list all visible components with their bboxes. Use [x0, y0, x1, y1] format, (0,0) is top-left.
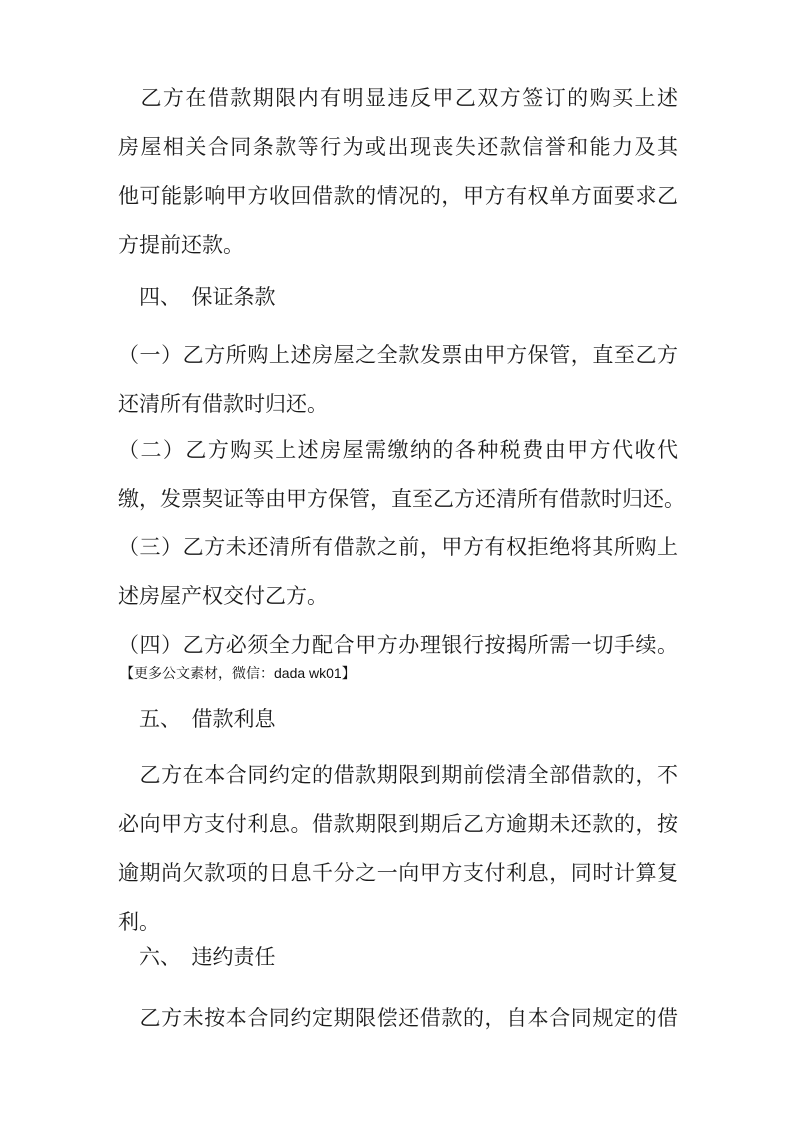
- text-line: 乙方在本合同约定的借款期限到期前偿清全部借款的，不: [118, 763, 678, 787]
- text-line: 乙方在借款期限内有明显违反甲乙双方签订的购买上述: [118, 86, 678, 110]
- section-heading: 五、 借款利息: [118, 707, 276, 731]
- list-item: 述房屋产权交付乙方。: [118, 584, 328, 608]
- text-line: 方提前还款。: [118, 233, 244, 257]
- list-item: 还清所有借款时归还。: [118, 392, 328, 416]
- list-item: （一）乙方所购上述房屋之全款发票由甲方保管，直至乙方: [118, 343, 678, 367]
- text-line: 必向甲方支付利息。借款期限到期后乙方逾期未还款的，按: [118, 812, 678, 836]
- text-line: 乙方未按本合同约定期限偿还借款的，自本合同规定的借: [118, 1006, 678, 1030]
- list-item: （三）乙方未还清所有借款之前，甲方有权拒绝将其所购上: [118, 535, 678, 559]
- text-line: 逾期尚欠款项的日息千分之一向甲方支付利息，同时计算复: [118, 861, 678, 885]
- list-item: （二）乙方购买上述房屋需缴纳的各种税费由甲方代收代: [118, 438, 678, 462]
- list-item: 缴，发票契证等由甲方保管，直至乙方还清所有借款时归还。: [118, 487, 685, 511]
- section-heading: 四、 保证条款: [118, 285, 276, 309]
- text-line: 他可能影响甲方收回借款的情况的，甲方有权单方面要求乙: [118, 184, 678, 208]
- list-item: （四）乙方必须全力配合甲方办理银行按揭所需一切手续。: [118, 633, 678, 657]
- text-line: 利。: [118, 910, 160, 934]
- section-heading: 六、 违约责任: [118, 945, 276, 969]
- text-line: 房屋相关合同条款等行为或出现丧失还款信誉和能力及其: [118, 135, 678, 159]
- promo-text: 【更多公文素材，微信：dada wk01】: [120, 665, 356, 681]
